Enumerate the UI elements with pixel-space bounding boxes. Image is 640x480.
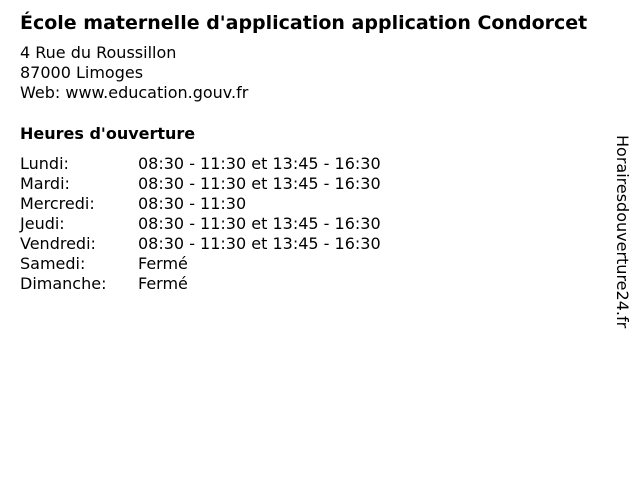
- address-street: 4 Rue du Roussillon: [20, 43, 177, 62]
- site-watermark: Horairesdouverture24.fr: [613, 135, 632, 329]
- opening-hours-heading: Heures d'ouverture: [20, 124, 196, 143]
- time-value: 08:30 - 11:30 et 13:45 - 16:30: [138, 154, 381, 173]
- day-label: Mercredi:: [20, 194, 95, 213]
- time-value: 08:30 - 11:30 et 13:45 - 16:30: [138, 214, 381, 233]
- address-city: 87000 Limoges: [20, 63, 144, 82]
- time-value: 08:30 - 11:30 et 13:45 - 16:30: [138, 174, 381, 193]
- address-block: [20, 43, 248, 103]
- time-value: Fermé: [138, 274, 188, 293]
- time-value: Fermé: [138, 254, 188, 273]
- address-web: Web: www.education.gouv.fr: [20, 83, 249, 102]
- day-label: Vendredi:: [20, 234, 96, 253]
- time-value: 08:30 - 11:30 et 13:45 - 16:30: [138, 234, 381, 253]
- day-label: Mardi:: [20, 174, 70, 193]
- time-value: 08:30 - 11:30: [138, 194, 247, 213]
- day-label: Dimanche:: [20, 274, 107, 293]
- day-label: Lundi:: [20, 154, 69, 173]
- day-label: Samedi:: [20, 254, 86, 273]
- day-label: Jeudi:: [20, 214, 65, 233]
- page-title: École maternelle d'application application Condorcet: [20, 12, 588, 34]
